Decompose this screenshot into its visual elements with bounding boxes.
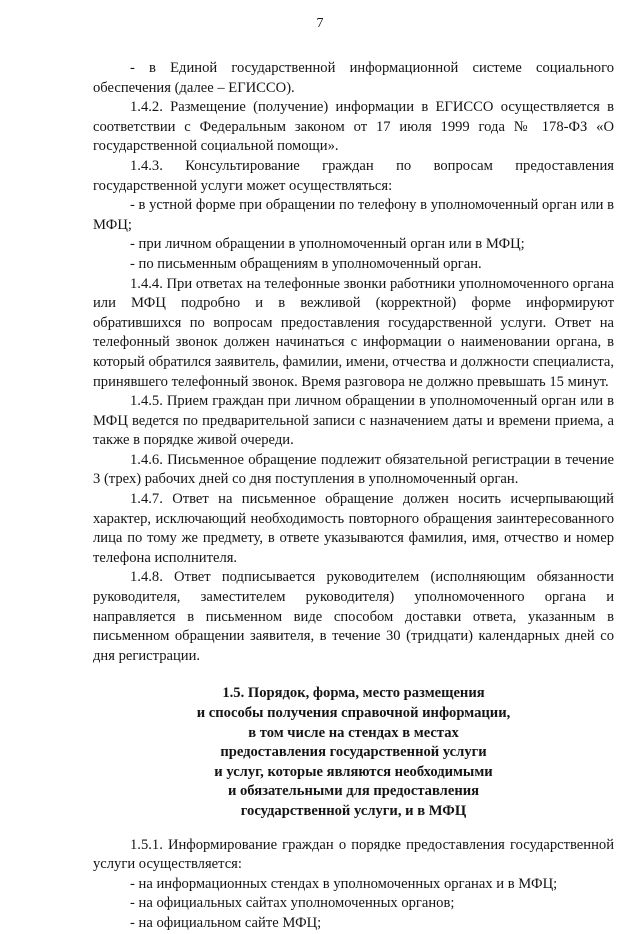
- paragraph: 1.4.3. Консультирование граждан по вопросам предоставления государственной услуги может осуществляться:: [93, 157, 614, 194]
- paragraph: - на информационных стендах в уполномоченных органах и в МФЦ;: [130, 875, 558, 892]
- section-1-5-heading: [93, 684, 614, 821]
- heading-line: и обязательными для предоставления: [227, 783, 480, 800]
- section-1-5-text: [93, 836, 614, 934]
- paragraph: 1.4.4. При ответах на телефонные звонки работники уполномоченного органа или МФЦ подробно и в вежливой (корректной) форме информируют обратившихся по вопросам предоставления государственной услуги. Ответ на телефонный звонок должен начинаться с информации о наименовании органа, в который обратился заявитель, фамилии, имени, отчества и должности специалиста, принявшего телефонный звонок. Время разговора не должно превышать 15 минут.: [93, 275, 615, 390]
- heading-line: государственной услуги, и в МФЦ: [240, 802, 467, 819]
- heading-line: 1.5. Порядок, форма, место размещения: [222, 685, 485, 702]
- paragraph: - по письменным обращениям в уполномоченный орган.: [130, 255, 482, 272]
- heading-line: и способы получения справочной информации,: [196, 705, 511, 721]
- paragraph: - на официальных сайтах уполномоченных органов;: [130, 895, 455, 912]
- paragraph: 1.4.8. Ответ подписывается руководителем (исполняющим обязанности руководителя, заместителем руководителя) уполномоченного органа и направляется в письменном виде способом доставки ответа, указанным в письменном обращении заявителя, в течение 30 (тридцати) календарных дней со дня регистрации.: [93, 569, 614, 664]
- heading-line: в том числе на стендах в местах: [248, 724, 459, 741]
- paragraph: - на официальном сайте МФЦ;: [130, 914, 322, 931]
- paragraph: 1.4.2. Размещение (получение) информации в ЕГИССО осуществляется в соответствии с Федеральным законом от 17 июля 1999 года № 178-ФЗ «О государственной социальной помощи».: [93, 99, 614, 155]
- document-body: [93, 59, 614, 934]
- section-1-4-text: [93, 59, 614, 666]
- heading-line: предоставления государственной услуги: [220, 744, 487, 761]
- paragraph: 1.4.5. Прием граждан при личном обращении в уполномоченный орган или в МФЦ ведется по предварительной записи с назначением даты и времени приема, а также в порядке живой очереди.: [93, 393, 614, 449]
- paragraph: 1.4.6. Письменное обращение подлежит обязательной регистрации в течение 3 (трех) рабочих дней со дня поступления в уполномоченный орган.: [93, 451, 614, 488]
- paragraph: - при личном обращении в уполномоченный орган или в МФЦ;: [130, 236, 525, 253]
- paragraph: 1.5.1. Информирование граждан о порядке предоставления государственной услуги осуществляется:: [93, 836, 614, 873]
- paragraph: - в Единой государственной информационной системе социального обеспечения (далее – ЕГИССО).: [93, 60, 614, 96]
- paragraph: 1.4.7. Ответ на письменное обращение должен носить исчерпывающий характер, исключающий необходимость повторного обращения заинтересованного лица по тому же предмету, в ответе указываются фамилия, имя, отчество и номер телефона исполнителя.: [93, 491, 614, 566]
- heading-line: и услуг, которые являются необходимыми: [214, 763, 493, 780]
- paragraph: - в устной форме при обращении по телефону в уполномоченный орган или в МФЦ;: [93, 197, 614, 233]
- page-number: 7: [316, 16, 324, 31]
